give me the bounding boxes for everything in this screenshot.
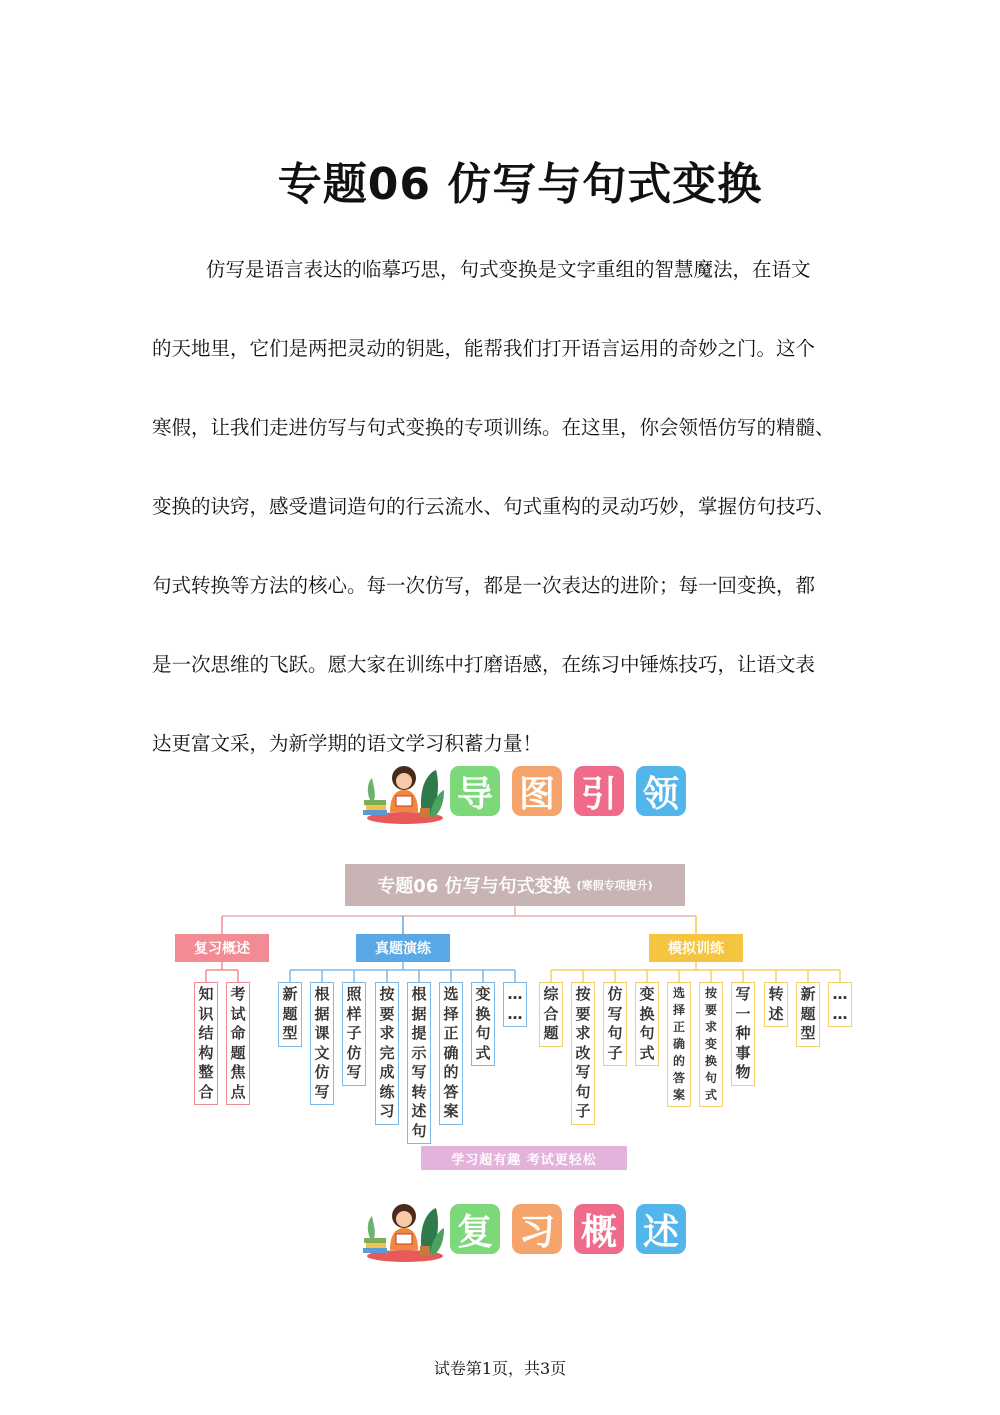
reading-girl-illustration-icon <box>360 1198 446 1264</box>
banner-tile: 概 <box>574 1204 624 1254</box>
leaf-node: 选 择 正 确 的 答 案 <box>439 982 463 1125</box>
section-banner-review <box>360 1198 690 1264</box>
leaf-node: … … <box>503 982 527 1027</box>
branch-mock-training: 模拟训练 <box>649 934 743 962</box>
leaf-node: 按 要 求 变 换 句 式 <box>699 982 723 1107</box>
banner-tile: 引 <box>574 766 624 816</box>
leaf-node: 根 据 提 示 写 转 述 句 <box>407 982 431 1144</box>
branch-real-exam: 真题演练 <box>356 934 450 962</box>
branch-review-overview: 复习概述 <box>175 934 269 962</box>
banner-tile: 图 <box>512 766 562 816</box>
page-footer: 试卷第1页，共3页 <box>433 1359 567 1378</box>
leaf-node: 考 试 命 题 焦 点 <box>226 982 250 1105</box>
leaf-node: 变 换 句 式 <box>635 982 659 1066</box>
leaf-node: 根 据 课 文 仿 写 <box>310 982 334 1105</box>
banner-tile: 领 <box>636 766 686 816</box>
leaf-node: 综 合 题 <box>539 982 563 1047</box>
mind-map-root-subtitle: (寒假专项提升) <box>576 879 653 892</box>
leaf-node: 转 述 <box>764 982 788 1027</box>
banner-tile: 复 <box>450 1204 500 1254</box>
mind-map-slogan: 学习超有趣 考试更轻松 <box>421 1146 627 1170</box>
leaf-node: 按 要 求 完 成 练 习 <box>375 982 399 1125</box>
leaf-node: 写 一 种 事 物 <box>731 982 755 1086</box>
intro-line: 是一次思维的飞跃。愿大家在训练中打磨语感，在练习中锤炼技巧，让语文表 <box>152 653 816 676</box>
leaf-node: 新 题 型 <box>796 982 820 1047</box>
page-title: 专题06 仿写与句式变换 <box>277 159 763 210</box>
banner-tile: 述 <box>636 1204 686 1254</box>
banner-tile: 导 <box>450 766 500 816</box>
leaf-node: 仿 写 句 子 <box>603 982 627 1066</box>
mind-map-root-title: 专题06 仿写与句式变换 <box>377 876 571 897</box>
intro-line: 寒假，让我们走进仿写与句式变换的专项训练。在这里，你会领悟仿写的精髓、 <box>152 416 835 439</box>
intro-line: 的天地里，它们是两把灵动的钥匙，能帮我们打开语言运用的奇妙之门。这个 <box>152 337 816 360</box>
leaf-node: 变 换 句 式 <box>471 982 495 1066</box>
leaf-node: 新 题 型 <box>278 982 302 1047</box>
leaf-node: 选 择 正 确 的 答 案 <box>667 982 691 1107</box>
leaf-node: 按 要 求 改 写 句 子 <box>571 982 595 1125</box>
mind-map-root <box>345 864 685 906</box>
intro-line: 句式转换等方法的核心。每一次仿写，都是一次表达的进阶；每一回变换，都 <box>152 574 816 597</box>
leaf-node: 知 识 结 构 整 合 <box>194 982 218 1105</box>
intro-line: 仿写是语言表达的临摹巧思，句式变换是文字重组的智慧魔法，在语文 <box>206 258 811 281</box>
leaf-node: … … <box>828 982 852 1027</box>
intro-line: 达更富文采，为新学期的语文学习积蓄力量！ <box>152 732 543 755</box>
banner-tile: 习 <box>512 1204 562 1254</box>
leaf-node: 照 样 子 仿 写 <box>342 982 366 1086</box>
intro-line: 变换的诀窍，感受遣词造句的行云流水、句式重构的灵动巧妙，掌握仿句技巧、 <box>152 495 835 518</box>
